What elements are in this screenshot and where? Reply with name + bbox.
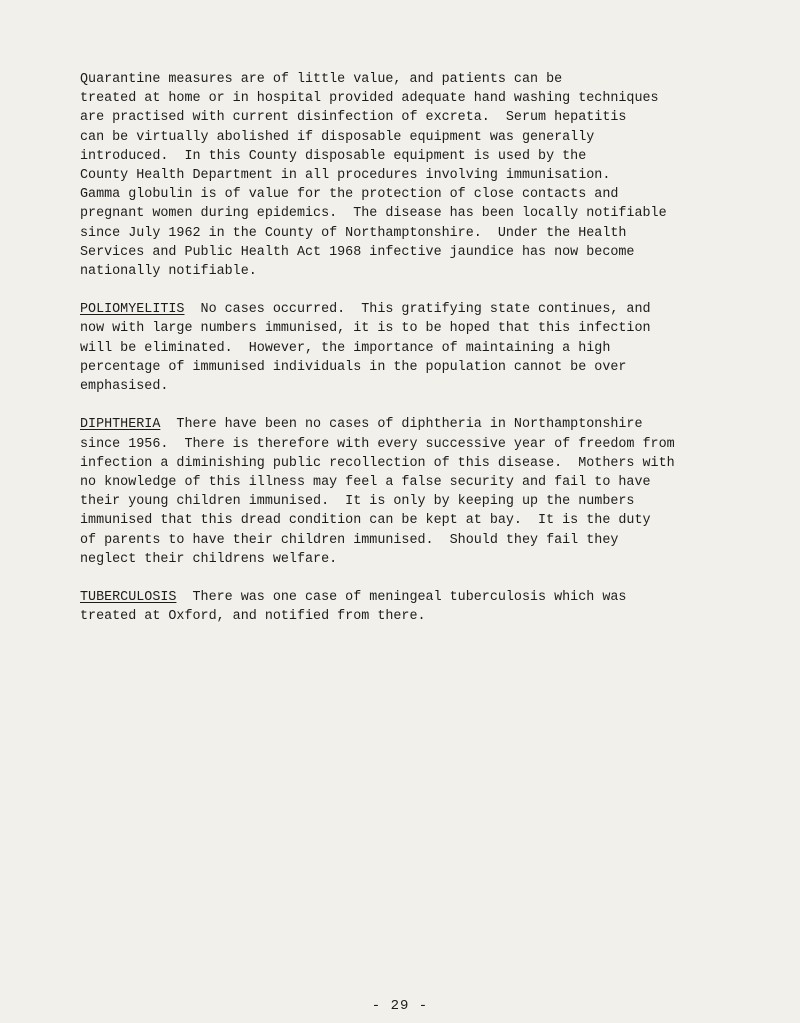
text-fragment: There was one case of meningeal tuberculosis which was <box>176 590 627 606</box>
paragraph-diphtheria <box>80 415 770 569</box>
text-line: neglect their childrens welfare. <box>80 551 338 567</box>
page-number: - 29 - <box>371 998 429 1014</box>
text-line: Gamma globulin is of value for the protection of close contacts and <box>80 187 619 203</box>
text-line <box>80 588 770 607</box>
section-heading-tuberculosis: TUBERCULOSIS <box>80 590 177 606</box>
text-line: since 1956. There is therefore with every successive year of freedom from <box>80 436 675 452</box>
text-line: percentage of immunised individuals in the population cannot be over <box>80 359 627 375</box>
text-line: pregnant women during epidemics. The disease has been locally notifiable <box>80 206 667 222</box>
text-fragment: There have been no cases of diphtheria in Northamptonshire <box>160 417 643 433</box>
text-line: since July 1962 in the County of Northamptonshire. Under the Health <box>80 225 627 241</box>
text-line: County Health Department in all procedures involving immunisation. <box>80 167 611 183</box>
text-line: immunised that this dread condition can be kept at bay. It is the duty <box>80 513 651 529</box>
text-line: their young children immunised. It is only by keeping up the numbers <box>80 494 635 510</box>
paragraph-poliomyelitis <box>80 300 770 396</box>
text-line: can be virtually abolished if disposable equipment was generally <box>80 129 595 145</box>
text-line: Services and Public Health Act 1968 infective jaundice has now become <box>80 244 635 260</box>
text-line <box>80 300 770 319</box>
section-heading-poliomyelitis: POLIOMYELITIS <box>80 302 185 318</box>
text-line: emphasised. <box>80 379 169 394</box>
text-line: no knowledge of this illness may feel a false security and fail to have <box>80 474 651 490</box>
text-line: of parents to have their children immunised. Should they fail they <box>80 532 619 548</box>
paragraph-quarantine <box>80 70 770 281</box>
text-line: are practised with current disinfection of excreta. Serum hepatitis <box>80 110 627 126</box>
text-line: infection a diminishing public recollection of this disease. Mothers with <box>80 455 675 471</box>
text-line <box>80 415 770 434</box>
document-body <box>80 70 770 646</box>
section-heading-diphtheria: DIPHTHERIA <box>80 417 161 433</box>
text-line: treated at home or in hospital provided adequate hand washing techniques <box>80 91 659 107</box>
text-line: treated at Oxford, and notified from there. <box>80 609 426 625</box>
text-line: nationally notifiable. <box>80 263 257 279</box>
text-line: will be eliminated. However, the importance of maintaining a high <box>80 340 611 356</box>
text-line: Quarantine measures are of little value, and patients can be <box>80 72 563 87</box>
paragraph-tuberculosis <box>80 588 770 626</box>
text-line: now with large numbers immunised, it is to be hoped that this infection <box>80 321 651 337</box>
text-line: introduced. In this County disposable equipment is used by the <box>80 148 587 164</box>
text-fragment: No cases occurred. This gratifying state continues, and <box>184 302 651 318</box>
